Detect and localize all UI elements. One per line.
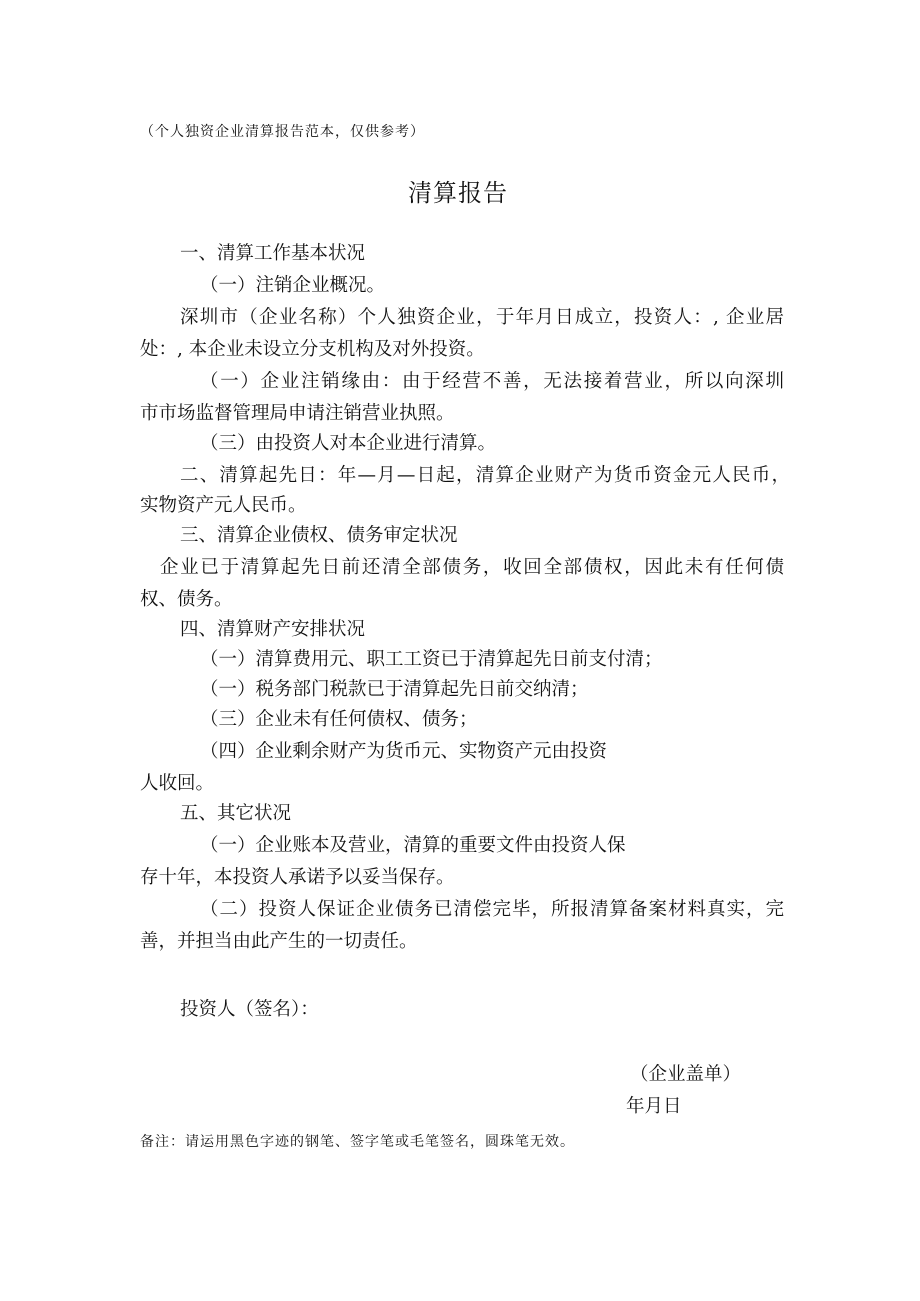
section-5-1-line-1: （一）企业账本及营业，清算的重要文件由投资人保	[200, 835, 626, 856]
section-1-2-line-2: 市市场监督管理局申请注销营业执照。	[140, 403, 455, 424]
page-title: 清算报告	[408, 179, 508, 207]
section-2-line-1: 二、清算起先日：年—月—日起，清算企业财产为货币资金元人民币，	[180, 465, 790, 486]
section-5-2-line-2: 善，并担当由此产生的一切责任。	[140, 931, 418, 952]
section-3-paragraph-line-1: 企业已于清算起先日前还清全部债务，收回全部债权，因此未有任何债	[160, 557, 784, 578]
section-3-paragraph-line-2: 权、债务。	[140, 589, 233, 610]
section-4-heading: 四、清算财产安排状况	[180, 619, 366, 640]
section-5-2-line-1: （二）投资人保证企业债务已清偿完毕，所报清算备案材料真实，完	[200, 899, 784, 920]
section-1-1-paragraph-line-1: 深圳市（企业名称）个人独资企业，于年月日成立，投资人：, 企业居	[180, 307, 784, 328]
section-1-3: （三）由投资人对本企业进行清算。	[200, 433, 497, 454]
section-4-4-line-2: 人收回。	[140, 773, 215, 794]
top-note: （个人独资企业清算报告范本，仅供参考）	[140, 124, 425, 140]
section-4-2: （一）税务部门税款已于清算起先日前交纳清；	[200, 679, 589, 700]
company-seal-label: （企业盖单）	[630, 1064, 742, 1085]
section-3-heading: 三、清算企业债权、债务审定状况	[180, 525, 458, 546]
section-1-1-paragraph-line-2: 处：, 本企业未设立分支机构及对外投资。	[140, 339, 485, 360]
section-4-3: （三）企业未有任何债权、债务；	[200, 709, 478, 730]
section-1-heading: 一、清算工作基本状况	[180, 243, 366, 264]
section-4-4-line-1: （四）企业剩余财产为货币元、实物资产元由投资	[200, 741, 608, 762]
section-5-1-line-2: 存十年，本投资人承诺予以妥当保存。	[140, 867, 455, 888]
date-label: 年月日	[626, 1096, 682, 1117]
section-1-1-heading: （一）注销企业概况。	[200, 275, 386, 296]
section-4-1: （一）清算费用元、职工工资已于清算起先日前支付清；	[200, 649, 663, 670]
investor-signature-label: 投资人（签名）：	[180, 999, 319, 1020]
section-1-2-line-1: （一）企业注销缘由：由于经营不善，无法接着营业，所以向深圳	[200, 371, 784, 392]
section-2-line-2: 实物资产元人民币。	[140, 495, 307, 516]
footnote: 备注：请运用黑色字迹的钢笔、签字笔或毛笔签名，圆珠笔无效。	[140, 1134, 575, 1150]
section-5-heading: 五、其它状况	[180, 803, 292, 824]
